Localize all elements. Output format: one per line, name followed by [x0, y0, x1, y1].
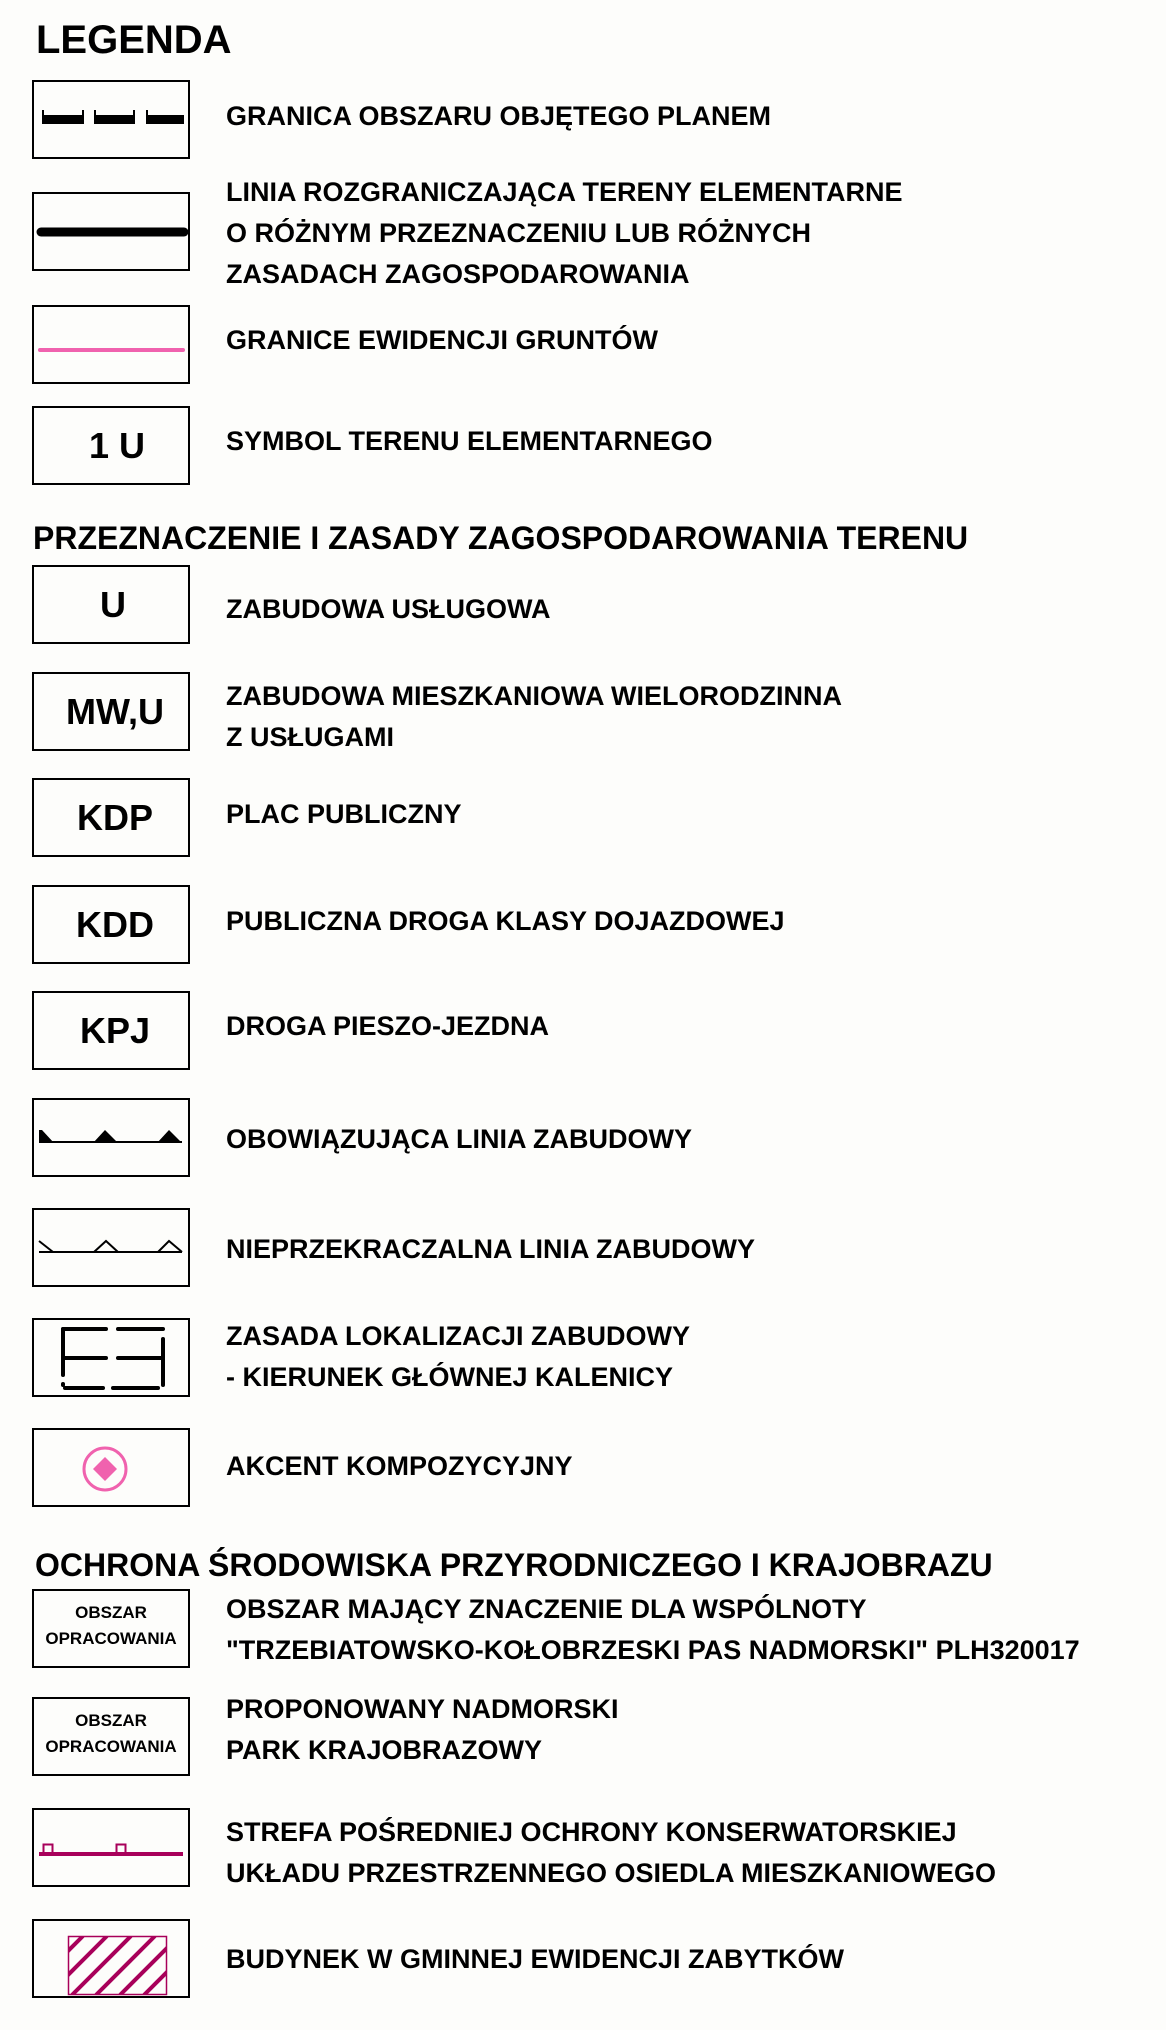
legend-symbol-box — [32, 80, 190, 159]
legend-description — [226, 421, 713, 462]
description-line: PLAC PUBLICZNY — [226, 799, 462, 829]
section-heading: PRZEZNACZENIE I ZASADY ZAGOSPODAROWANIA TERENU — [33, 520, 969, 556]
legend-description — [226, 1446, 573, 1487]
description-line: GRANICE EWIDENCJI GRUNTÓW — [226, 325, 658, 355]
legend-description — [226, 794, 462, 835]
symbol-code: KDD — [76, 903, 154, 945]
legend-symbol-box — [32, 1589, 190, 1668]
legend-description — [226, 96, 771, 137]
legend-symbol-box — [32, 406, 190, 485]
description-line: - KIERUNEK GŁÓWNEJ KALENICY — [226, 1362, 674, 1392]
symbol-label-line: OPRACOWANIA — [45, 1736, 177, 1756]
description-line: BUDYNEK W GMINNEJ EWIDENCJI ZABYTKÓW — [226, 1944, 845, 1974]
legend-symbol-box — [32, 1697, 190, 1776]
legend-description — [226, 1006, 549, 1047]
legend-description — [226, 1939, 844, 1980]
legend-description — [226, 1812, 996, 1894]
description-line: OBSZAR MAJĄCY ZNACZENIE DLA WSPÓLNOTY — [226, 1594, 867, 1624]
description-line: STREFA POŚREDNIEJ OCHRONY KONSERWATORSKIEJ — [226, 1817, 957, 1847]
description-line: AKCENT KOMPOZYCYJNY — [226, 1451, 573, 1481]
legend-symbol-box — [32, 991, 190, 1070]
ridge-direction-icon — [32, 1318, 190, 1397]
description-line: PARK KRAJOBRAZOWY — [226, 1735, 542, 1765]
description-line: NIEPRZEKRACZALNA LINIA ZABUDOWY — [226, 1234, 755, 1264]
legend-symbol-box — [32, 1098, 190, 1177]
legend-symbol-box — [32, 1808, 190, 1887]
description-line: "TRZEBIATOWSKO-KOŁOBRZESKI PAS NADMORSKI" PLH320017 — [226, 1635, 1080, 1665]
legend-symbol-box — [32, 1318, 190, 1397]
legend-symbol-box — [32, 1208, 190, 1287]
symbol-code: MW,U — [66, 690, 164, 732]
symbol-label-line: OPRACOWANIA — [45, 1628, 177, 1648]
legend-symbol-box — [32, 1428, 190, 1507]
description-line: SYMBOL TERENU ELEMENTARNEGO — [226, 426, 713, 456]
description-line: Z USŁUGAMI — [226, 722, 394, 752]
legend-symbol-box — [32, 305, 190, 384]
legend-symbol-box — [32, 1919, 190, 1998]
legend-description — [226, 676, 842, 758]
outline-triangles-line-icon — [32, 1208, 190, 1287]
legend-description — [226, 1316, 690, 1398]
description-line: ZASADACH ZAGOSPODAROWANIA — [226, 259, 690, 289]
legend-description — [226, 1119, 692, 1160]
description-line: ZASADA LOKALIZACJI ZABUDOWY — [226, 1321, 690, 1351]
description-line: UKŁADU PRZESTRZENNEGO OSIEDLA MIESZKANIOWEGO — [226, 1858, 997, 1888]
filled-triangles-line-icon — [32, 1098, 190, 1177]
legend-symbol-box — [32, 778, 190, 857]
pink-line-icon — [32, 305, 190, 384]
symbol-code: KDP — [76, 796, 153, 838]
description-line: O RÓŻNYM PRZEZNACZENIU LUB RÓŻNYCH — [226, 218, 811, 248]
description-line: GRANICA OBSZARU OBJĘTEGO PLANEM — [226, 101, 772, 131]
conservation-zone-line-icon — [32, 1808, 190, 1887]
legend-description — [226, 320, 658, 361]
legend-description — [226, 901, 785, 942]
symbol-label-line: OBSZAR — [75, 1710, 147, 1730]
description-line: DROGA PIESZO-JEZDNA — [226, 1011, 550, 1041]
legend-description — [226, 1589, 1080, 1671]
description-line: ZABUDOWA USŁUGOWA — [226, 594, 551, 624]
hatched-building-icon — [32, 1919, 190, 1998]
composition-accent-icon — [32, 1428, 190, 1507]
symbol-label-line: OBSZAR — [75, 1602, 147, 1622]
symbol-code: KPJ — [79, 1009, 151, 1051]
legend-symbol-box — [32, 565, 190, 644]
legend-symbol-box — [32, 885, 190, 964]
legend-description — [226, 589, 550, 630]
description-line: PROPONOWANY NADMORSKI — [226, 1694, 619, 1724]
description-line: ZABUDOWA MIESZKANIOWA WIELORODZINNA — [226, 681, 842, 711]
description-line: PUBLICZNA DROGA KLASY DOJAZDOWEJ — [226, 906, 785, 936]
description-line: OBOWIĄZUJĄCA LINIA ZABUDOWY — [226, 1124, 692, 1154]
legend-title: LEGENDA — [36, 18, 232, 62]
dashed-boundary-icon — [32, 80, 190, 159]
symbol-code: 1 U — [88, 424, 146, 466]
legend-symbol-box — [32, 672, 190, 751]
legend-description — [226, 1229, 755, 1270]
thick-line-icon — [32, 192, 190, 271]
legend-description — [226, 172, 903, 295]
legend-symbol-box — [32, 192, 190, 271]
section-heading: OCHRONA ŚRODOWISKA PRZYRODNICZEGO I KRAJOBRAZU — [35, 1547, 993, 1583]
legend-description — [226, 1689, 619, 1771]
symbol-code: U — [100, 583, 126, 625]
description-line: LINIA ROZGRANICZAJĄCA TERENY ELEMENTARNE — [226, 177, 903, 207]
